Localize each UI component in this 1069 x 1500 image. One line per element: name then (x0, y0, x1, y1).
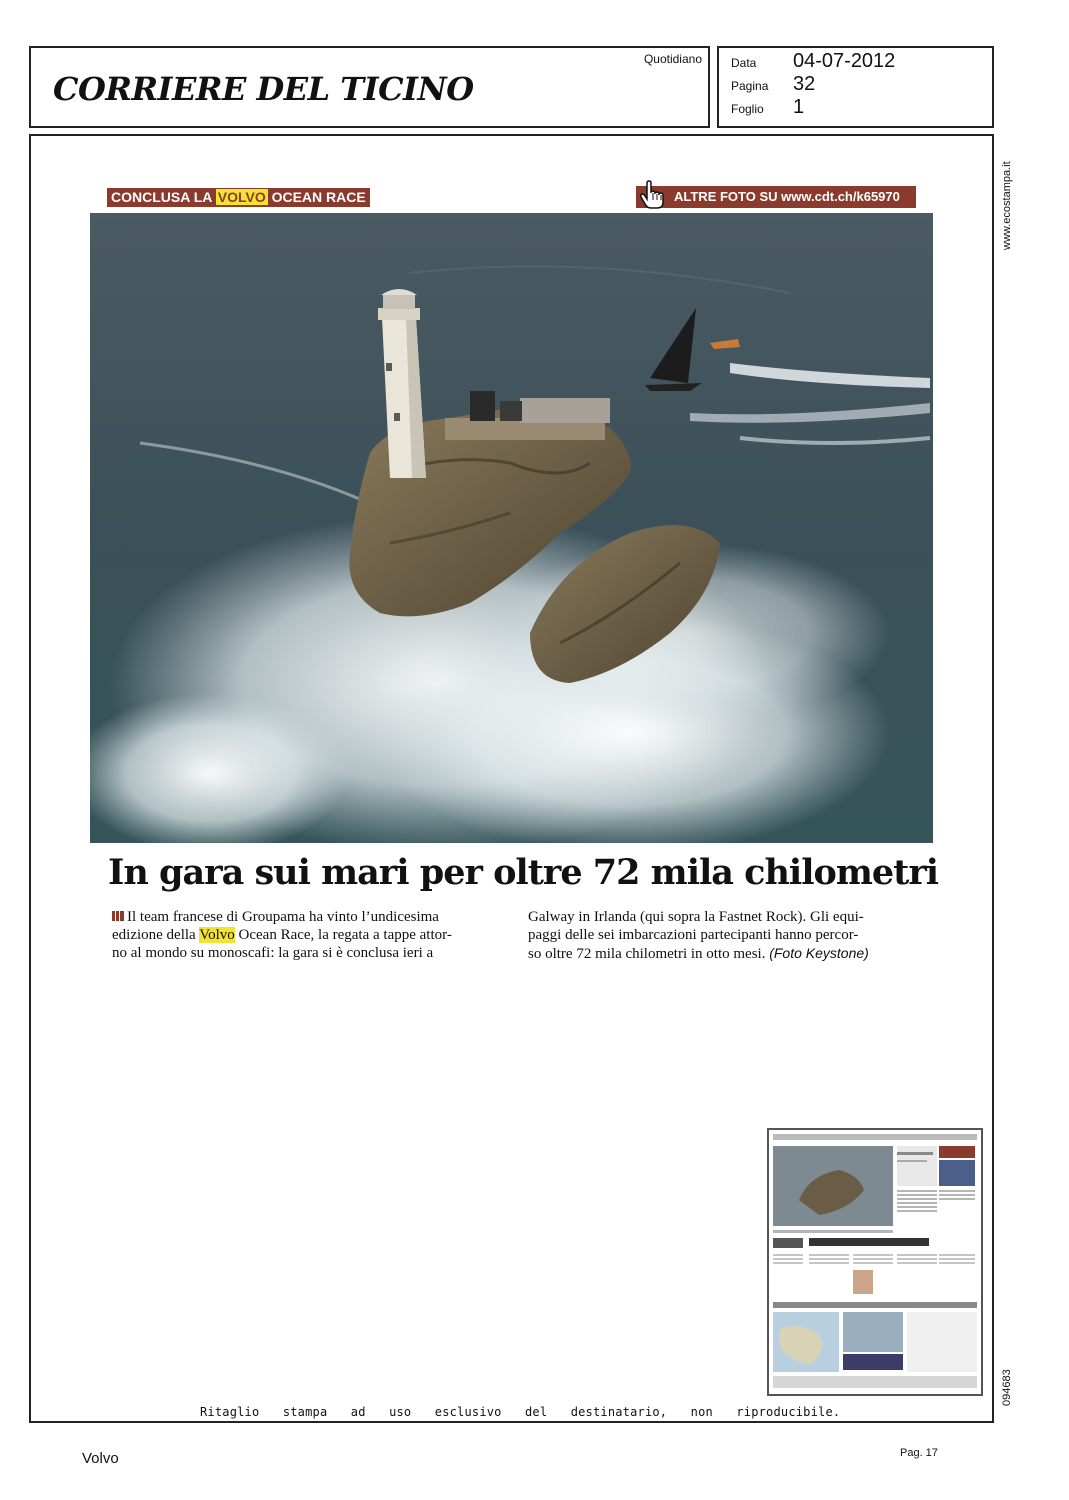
hand-pointer-icon (638, 180, 666, 210)
photo-credit: (Foto Keystone) (769, 945, 869, 961)
article-kicker (107, 188, 370, 207)
page-number: Pag. 17 (900, 1447, 938, 1459)
section-mark-icon (112, 911, 124, 921)
caption-left-line-3: no al mondo su monoscafi: la gara si è conclusa ieri a (112, 945, 434, 961)
meta-value-date: 04-07-2012 (793, 50, 896, 72)
frequency-label: Quotidiano (643, 52, 702, 66)
meta-value-sheet: 1 (793, 96, 805, 118)
caption-right-line-3: so oltre 72 mila chilometri in otto mesi. (Foto Keystone) (528, 945, 869, 962)
meta-value-page: 32 (793, 73, 816, 95)
meta-label-date: Data (731, 56, 757, 70)
article-photo (90, 213, 933, 843)
caption-right (528, 908, 918, 963)
side-code (1001, 1340, 1015, 1410)
caption-highlight: Volvo (199, 927, 235, 943)
meta-label-page: Pagina (731, 79, 769, 93)
caption-left-line-1: Il team francese di Groupama ha vinto l’undicesima (112, 908, 507, 926)
side-url-text: www.ecostampa.it (1001, 161, 1013, 250)
masthead-title: CORRIERE DEL TICINO (53, 70, 474, 108)
caption-left-line-2: edizione della Volvo Ocean Race, la regata a tappe attor- (112, 927, 452, 943)
caption-left (112, 908, 507, 962)
kicker-highlight: VOLVO (217, 189, 266, 205)
keyword-label: Volvo (82, 1450, 119, 1467)
page-thumbnail (767, 1128, 983, 1396)
side-code-text: 094683 (1001, 1369, 1013, 1406)
more-photos-link[interactable] (636, 186, 916, 208)
caption-right-line-2: paggi delle sei imbarcazioni partecipanti hanno percor- (528, 927, 859, 943)
header-meta-box (717, 46, 994, 128)
meta-label-sheet: Foglio (731, 102, 764, 116)
caption-right-line-1: Galway in Irlanda (qui sopra la Fastnet Rock). Gli equi- (528, 909, 864, 925)
side-url (1001, 150, 1015, 250)
header-masthead-box (29, 46, 710, 128)
article-headline: In gara sui mari per oltre 72 mila chilometri (108, 852, 939, 893)
copyright-notice: Ritaglio stampa ad uso esclusivo del destinatario, non riproducibile. (200, 1405, 841, 1419)
kicker-text-pre: CONCLUSA LA (111, 189, 216, 205)
more-photos-link-text: ALTRE FOTO SU www.cdt.ch/k65970 (674, 189, 900, 204)
kicker-text-post: OCEAN RACE (267, 189, 366, 205)
